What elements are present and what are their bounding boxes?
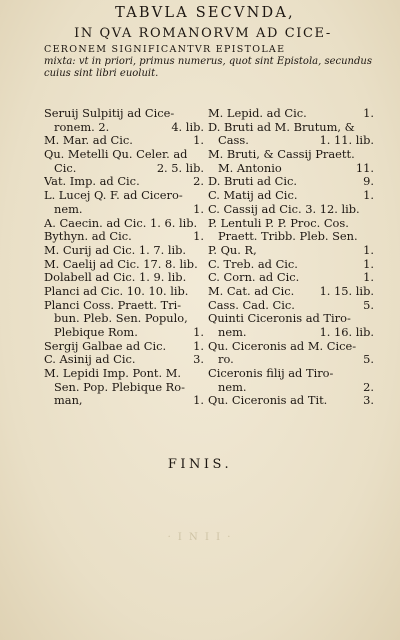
entry-text: C. Matij ad Cic. <box>208 189 298 203</box>
entry-text: Planci Coss. Praett. Tri- <box>44 298 182 312</box>
table-subtitle: IN QVA ROMANORVM AD CICE- <box>74 26 332 41</box>
index-entry <box>44 121 204 135</box>
index-entry <box>208 285 374 299</box>
entry-text: ronem. 2. <box>54 120 110 134</box>
index-entry <box>208 394 374 408</box>
entry-text: Dolabell ad Cic. 1. 9. lib. <box>44 271 187 285</box>
index-entry <box>44 312 204 326</box>
entry-number: 11. <box>355 161 374 175</box>
index-entry <box>44 340 204 354</box>
entry-number: 1. <box>363 243 374 257</box>
entry-text: C. Treb. ad Cic. <box>208 257 298 271</box>
entry-text: M. Mar. ad Cic. <box>44 134 133 148</box>
index-entry <box>44 134 204 148</box>
entry-number: 1. <box>193 202 204 216</box>
index-entry <box>44 258 204 272</box>
index-entry <box>208 134 374 148</box>
index-entry <box>44 271 204 285</box>
entry-number: 1. 15. lib. <box>319 284 374 298</box>
entry-text: Sen. Pop. Plebique Ro- <box>54 380 185 394</box>
entry-text: Bythyn. ad Cic. <box>44 230 132 244</box>
entry-text: Cass. Cad. Cic. <box>208 298 295 312</box>
entry-number: 3. <box>363 394 374 408</box>
index-entry <box>44 230 204 244</box>
entry-number: 5. <box>363 298 374 312</box>
table-title: TABVLA SECVNDA, <box>115 5 295 21</box>
index-entry <box>208 107 374 121</box>
index-entry <box>208 121 374 135</box>
entry-text: Cic. <box>54 161 77 175</box>
index-entry <box>44 189 204 203</box>
entry-text: nem. <box>218 380 247 394</box>
entry-text: C. Corn. ad Cic. <box>208 271 300 285</box>
index-entry <box>208 381 374 395</box>
index-entry <box>208 175 374 189</box>
entry-text: Vat. Imp. ad Cic. <box>44 175 140 189</box>
table-explanation: mixta: vt in priori, primus numerus, quot sint Epistola, secundus cuius sint libri euoluit. <box>44 56 372 79</box>
entry-text: L. Lucej Q. F. ad Cicero- <box>44 189 183 203</box>
entry-number: 2. <box>193 175 204 189</box>
index-entry <box>44 203 204 217</box>
entry-text: C. Asinij ad Cic. <box>44 353 136 367</box>
index-entry <box>44 175 204 189</box>
index-entry <box>44 162 204 176</box>
entry-text: M. Bruti, & Cassij Praett. <box>208 148 355 162</box>
entry-text: M. Lepid. ad Cic. <box>208 107 307 120</box>
entry-text: D. Bruti ad Cic. <box>208 175 298 189</box>
entry-text: P. Qu. R, <box>208 243 257 257</box>
entry-number: 4. lib. <box>171 120 204 134</box>
entry-text: Plebique Rom. <box>54 326 138 339</box>
entry-text: Seruij Sulpitij ad Cice- <box>44 107 175 120</box>
entry-text: M. Antonio <box>218 161 282 175</box>
entry-number: 1. 11. lib. <box>319 134 374 148</box>
entry-number: 3. <box>193 353 204 367</box>
entry-text: M. Curij ad Cic. 1. 7. lib. <box>44 243 187 257</box>
entry-text: P. Lentuli P. P. Proc. Cos. <box>208 216 349 230</box>
entry-text: man, <box>54 394 83 408</box>
entry-text: bun. Pleb. Sen. Populo, <box>54 312 188 326</box>
index-entry <box>44 244 204 258</box>
index-entry <box>44 285 204 299</box>
index-entry <box>44 367 204 381</box>
index-entry <box>44 107 204 121</box>
index-entry <box>208 162 374 176</box>
entry-text: D. Bruti ad M. Brutum, & <box>208 120 355 134</box>
entry-text: Praett. Tribb. Pleb. Sen. <box>218 230 358 244</box>
index-entry <box>44 394 204 408</box>
entry-number: 1. <box>193 134 204 148</box>
index-entry <box>208 203 374 217</box>
index-entry <box>44 217 204 231</box>
entry-number: 9. <box>363 175 374 189</box>
entry-number: 1. <box>363 257 374 271</box>
entry-number: 1. <box>193 230 204 244</box>
index-entry <box>208 340 374 354</box>
entry-text: ro. <box>218 353 234 367</box>
index-entry <box>208 312 374 326</box>
index-entry <box>208 189 374 203</box>
table-subtitle-continued: CERONEM SIGNIFICANTVR EPISTOLAE <box>44 44 286 55</box>
index-entry <box>44 353 204 367</box>
index-entry <box>208 326 374 340</box>
entry-text: M. Lepidi Imp. Pont. M. <box>44 367 182 381</box>
finis-label: FINIS. <box>167 457 233 472</box>
index-entry <box>208 367 374 381</box>
index-entry <box>44 381 204 395</box>
entry-text: nem. <box>54 202 83 216</box>
index-entry <box>208 148 374 162</box>
entry-number: 2. <box>363 380 374 394</box>
entry-text: M. Caelij ad Cic. 17. 8. lib. <box>44 257 198 271</box>
entry-number: 1. <box>363 189 374 203</box>
index-entry <box>208 258 374 272</box>
left-column <box>44 107 204 408</box>
entry-text: C. Cassij ad Cic. 3. 12. lib. <box>208 202 360 216</box>
index-entry <box>208 353 374 367</box>
entry-number: 1. <box>193 339 204 353</box>
entry-text: nem. <box>218 326 247 339</box>
bleed-through-text: · I N I I · <box>167 532 233 543</box>
entry-number: 5. <box>363 353 374 367</box>
index-entry <box>208 217 374 231</box>
index-entry <box>208 244 374 258</box>
entry-text: Quinti Ciceronis ad Tiro- <box>208 312 351 326</box>
entry-number: 1. <box>363 271 374 285</box>
index-entry <box>208 230 374 244</box>
entry-text: Planci ad Cic. 10. 10. lib. <box>44 284 189 298</box>
entry-text: Qu. Ciceronis ad M. Cice- <box>208 339 357 353</box>
index-entry <box>44 299 204 313</box>
entry-text: A. Caecin. ad Cic. 1. 6. lib. <box>44 216 198 230</box>
index-entry <box>44 326 204 340</box>
entry-number: 1. <box>193 394 204 408</box>
entry-number: 1. 16. lib. <box>319 326 374 339</box>
index-entry <box>208 271 374 285</box>
index-entry <box>208 299 374 313</box>
right-column <box>208 107 374 408</box>
page-header <box>0 4 400 80</box>
entry-text: M. Cat. ad Cic. <box>208 284 295 298</box>
entry-text: Qu. Ciceronis ad Tit. <box>208 394 328 408</box>
entry-number: 2. 5. lib. <box>156 161 204 175</box>
entry-text: Cass. <box>218 134 249 148</box>
index-entry <box>44 148 204 162</box>
entry-text: Ciceronis filij ad Tiro- <box>208 367 334 381</box>
entry-number: 1. <box>193 326 204 339</box>
entry-text: Sergij Galbae ad Cic. <box>44 339 167 353</box>
entry-text: Qu. Metelli Qu. Celer. ad <box>44 148 188 162</box>
index-columns <box>44 107 374 447</box>
entry-number: 1. <box>363 107 374 120</box>
